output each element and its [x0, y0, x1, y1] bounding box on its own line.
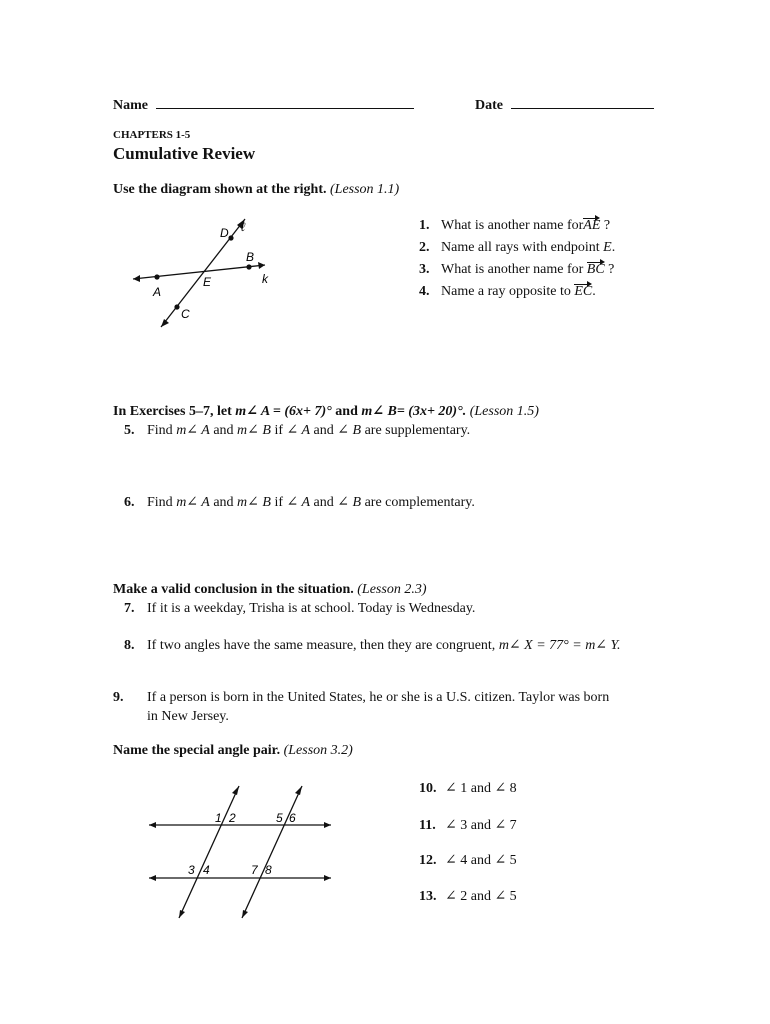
question-1: 1. What is another name forAE ? — [419, 218, 611, 233]
name-label: Name — [113, 98, 148, 113]
name-blank[interactable] — [156, 94, 414, 109]
date-label: Date — [475, 98, 503, 113]
point-C — [174, 304, 179, 309]
section4-heading: Name the special angle pair. (Lesson 3.2) — [113, 743, 353, 758]
point-A — [154, 274, 159, 279]
svg-text:2: 2 — [229, 811, 236, 825]
page-title: Cumulative Review — [113, 144, 256, 163]
label-k: k — [262, 272, 268, 286]
svg-text:7: 7 — [251, 863, 258, 877]
ray-BC: BC — [586, 262, 605, 277]
svg-text:1: 1 — [215, 811, 222, 825]
label-D: D — [220, 226, 229, 240]
section1-heading: Use the diagram shown at the right. (Lesson 1.1) — [113, 182, 400, 197]
question-9-line2: in New Jersey. — [147, 709, 229, 724]
question-6: 6. Find m∠ A and m∠ B if ∠ A and ∠ B are complementary. — [124, 495, 475, 510]
line-k — [133, 265, 265, 279]
label-B: B — [246, 250, 255, 264]
lines-diagram — [125, 215, 295, 335]
label-l: ℓ — [241, 220, 245, 234]
question-5: 5. Find m∠ A and m∠ B if ∠ A and ∠ B are supplementary. — [124, 423, 471, 438]
point-B — [246, 264, 251, 269]
question-9: 9. If a person is born in the United States, he or she is a U.S. citizen. Taylor was born — [113, 690, 610, 705]
question-8: 8. If two angles have the same measure, then they are congruent, m∠ X = 77° = m∠ Y. — [124, 638, 621, 653]
line-l — [161, 219, 245, 327]
question-3: 3. What is another name for BC ? — [419, 262, 615, 277]
question-13: 13. ∠ 2 and ∠ 5 — [419, 889, 517, 904]
ray-AE: AE — [583, 218, 601, 233]
question-2: 2. Name all rays with endpoint E. — [419, 240, 616, 255]
section2-heading: In Exercises 5–7, let m∠ A = (6x+ 7)° and m∠ B= (3x+ 20)°. (Lesson 1.5) — [113, 404, 539, 419]
label-E: E — [203, 275, 212, 289]
date-field[interactable] — [475, 94, 654, 114]
name-field[interactable] — [113, 94, 414, 114]
question-11: 11. ∠ 3 and ∠ 7 — [419, 818, 517, 833]
svg-text:6: 6 — [289, 811, 296, 825]
svg-text:4: 4 — [203, 863, 210, 877]
chapters-label: CHAPTERS 1-5 — [113, 129, 191, 141]
section3-heading: Make a valid conclusion in the situation. (Lesson 2.3) — [113, 582, 427, 597]
ray-EC: EC — [574, 284, 593, 299]
question-10: 10. ∠ 1 and ∠ 8 — [419, 781, 517, 796]
label-C: C — [181, 307, 190, 321]
point-D — [228, 235, 233, 240]
svg-text:5: 5 — [276, 811, 283, 825]
label-A: A — [153, 285, 162, 299]
date-blank[interactable] — [511, 94, 654, 109]
svg-text:3: 3 — [188, 863, 195, 877]
svg-text:8: 8 — [265, 863, 272, 877]
question-4: 4. Name a ray opposite to EC. — [419, 284, 596, 299]
question-12: 12. ∠ 4 and ∠ 5 — [419, 853, 517, 868]
angle-pairs-diagram — [145, 782, 335, 922]
question-7: 7. If it is a weekday, Trisha is at school. Today is Wednesday. — [124, 601, 476, 616]
